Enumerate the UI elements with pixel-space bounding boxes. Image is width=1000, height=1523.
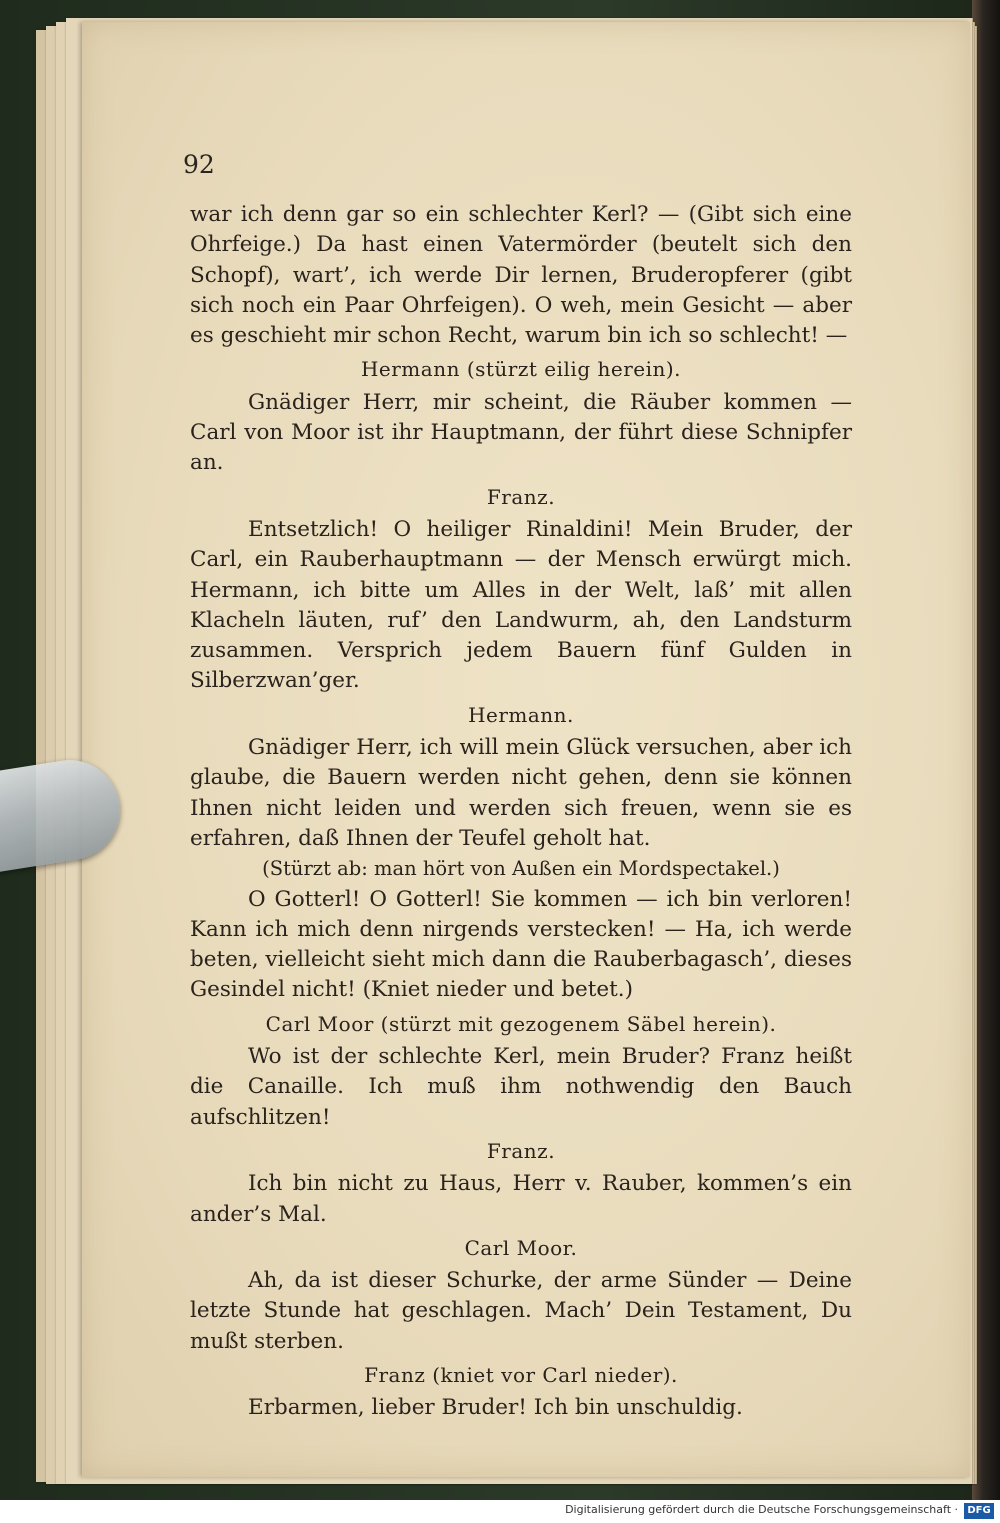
speaker-heading: Franz (kniet vor Carl nieder). (364, 1362, 678, 1387)
speaker-heading: Franz. (486, 1138, 556, 1163)
paragraph: Entsetzlich! O heiliger Rinaldini! Mein Bruder, der Carl, ein Rauberhauptmann — der Mensch erwürgt mich. Hermann, ich bitte um Alles in der Welt, laß’ mit allen Klacheln läuten, ruf’ den Landwurm, ah, den Landsturm zusammen. Versprich jedem Bauern fünf Gulden in Silberzwan’ger. (190, 516, 852, 694)
page-number: 92 (183, 150, 215, 179)
paragraph: war ich denn gar so ein schlechter Kerl? — (Gibt sich eine Ohrfeige.) Da hast einen Vatermörder (beutelt sich den Schopf), wart’, ich werde Dir lernen, Bruderopferer (gibt sich noch ein Paar Ohrfeigen). O weh, mein Gesicht — aber es geschieht mir schon Recht, warum bin ich so schlecht! — (190, 202, 852, 349)
paragraph: Gnädiger Herr, ich will mein Glück versuchen, aber ich glaube, die Bauern werden nicht gehen, denn sie können Ihnen nicht leiden und werden sich freuen, wenn sie es erfahren, daß Ihnen der Teufel geholt hat. (190, 735, 852, 851)
stage-direction: (Stürzt ab: man hört von Außen ein Mordspectakel.) (262, 857, 780, 881)
speaker-heading: Franz. (486, 484, 556, 509)
speaker-heading: Carl Moor (stürzt mit gezogenem Säbel herein). (265, 1011, 777, 1036)
paragraph: Ich bin nicht zu Haus, Herr v. Rauber, kommen’s ein ander’s Mal. (190, 1171, 852, 1227)
dfg-logo: DFG (964, 1503, 994, 1519)
paragraph: Erbarmen, lieber Bruder! Ich bin unschuldig. (248, 1395, 743, 1421)
paragraph: Gnädiger Herr, mir scheint, die Räuber kommen — Carl von Moor ist ihr Hauptmann, der führt diese Schnipfer an. (190, 389, 852, 476)
paragraph: Wo ist der schlechte Kerl, mein Bruder? Franz heißt die Canaille. Ich muß ihm nothwendig den Bauch aufschlitzen! (190, 1044, 852, 1130)
speaker-heading: Hermann. (468, 702, 574, 727)
paragraph: Ah, da ist dieser Schurke, der arme Sünder — Deine letzte Stunde hat geschlagen. Mach’ Dein Testament, Du mußt sterben. (190, 1268, 852, 1354)
page-text (190, 200, 852, 1424)
funding-credit: Digitalisierung gefördert durch die Deutsche Forschungsgemeinschaft · (565, 1503, 958, 1516)
speaker-heading: Carl Moor. (464, 1235, 578, 1260)
paragraph: O Gotterl! O Gotterl! Sie kommen — ich bin verloren! Kann ich mich denn nirgends verstecken! — Ha, ich werde beten, vielleicht sieht mich dann die Rauberbagasch’, dieses Gesindel nicht! (Kniet nieder und betet.) (190, 886, 852, 1003)
speaker-heading: Hermann (stürzt eilig herein). (360, 357, 682, 382)
